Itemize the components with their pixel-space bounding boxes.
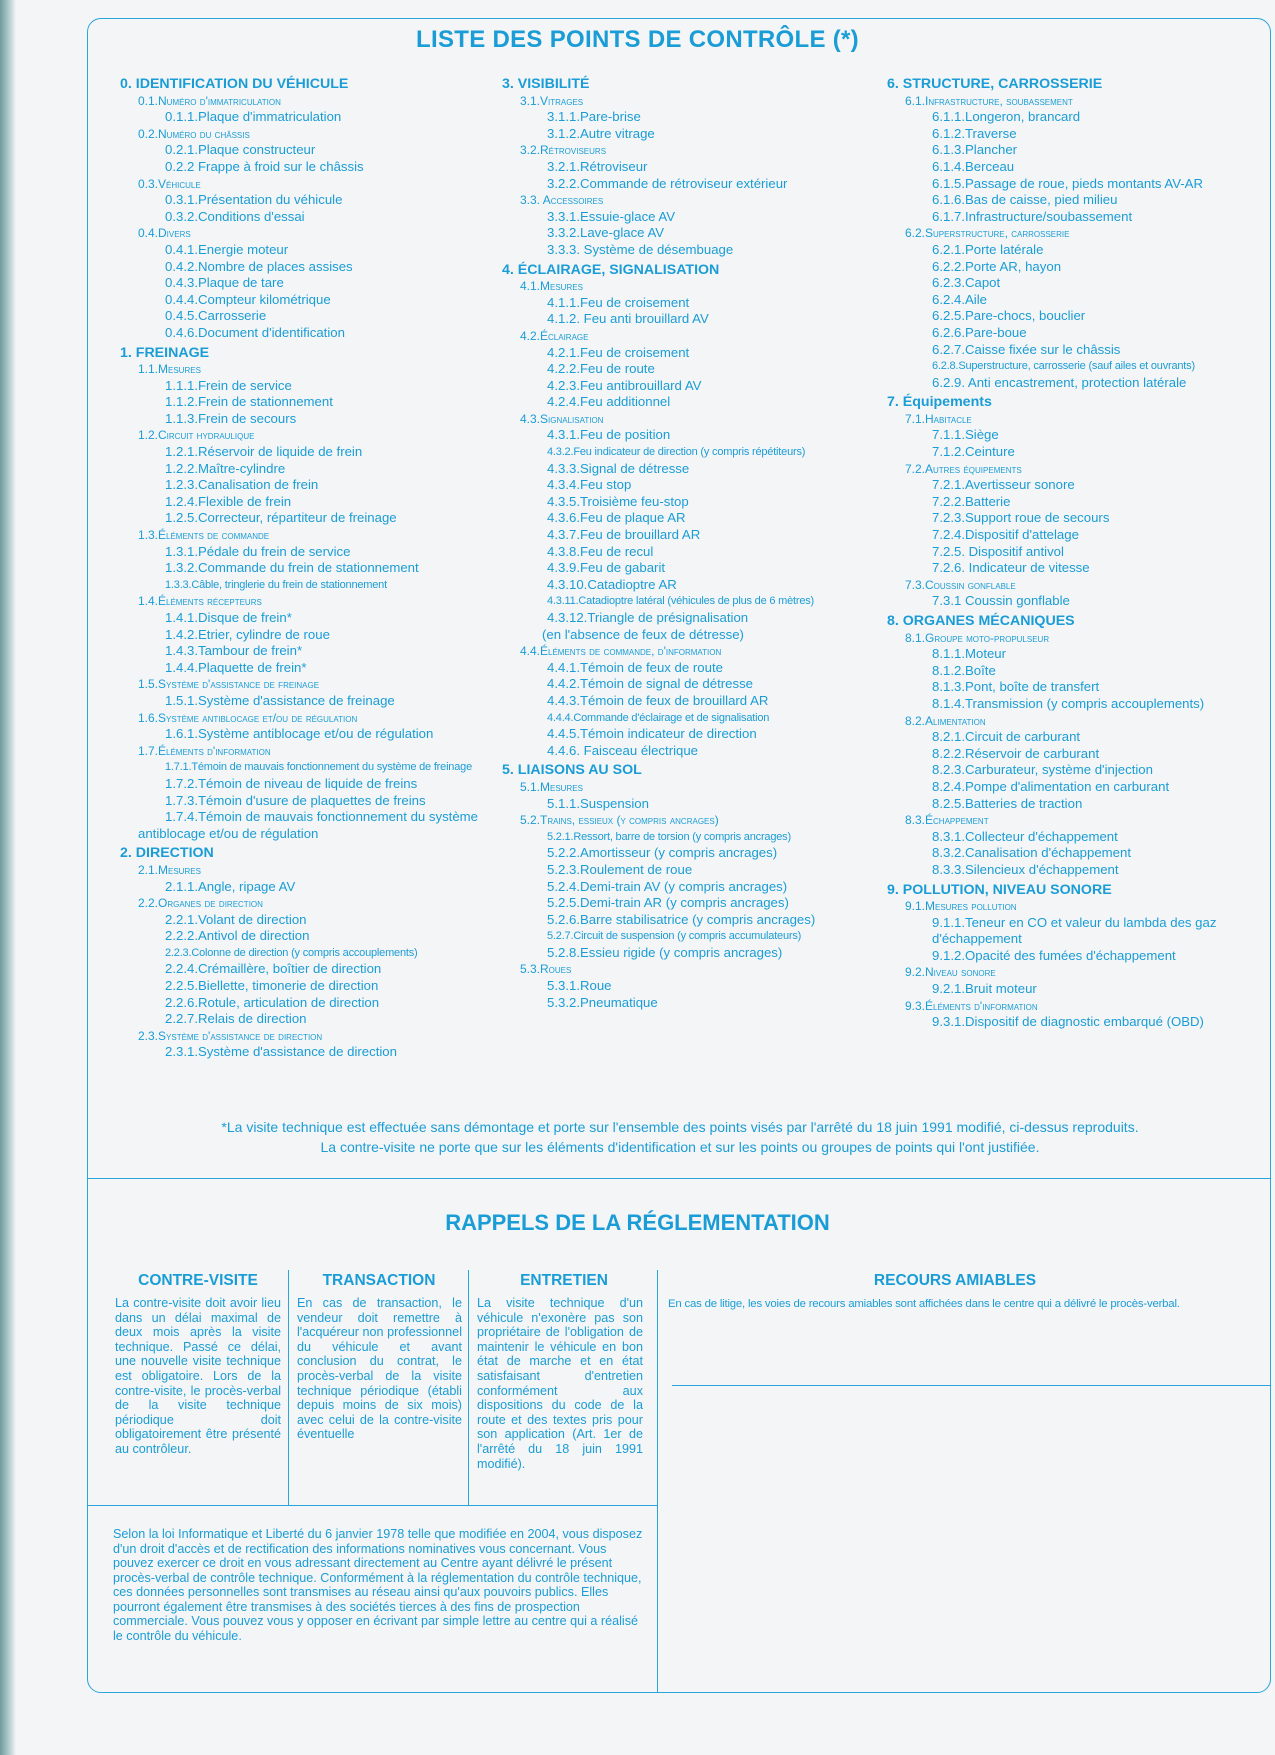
checklist-item: 1.3.2.Commande du frein de stationnement xyxy=(165,560,419,576)
subsection-label: 1.5.Système d'assistance de freinage xyxy=(138,677,320,692)
checklist-item: 1.5.1.Système d'assistance de freinage xyxy=(165,692,395,708)
checklist-item: 3.2.2.Commande de rétroviseur extérieur xyxy=(547,175,788,191)
checklist-item: 1.4.4.Plaquette de frein* xyxy=(165,659,307,675)
checklist-item: 4.3.2.Feu indicateur de direction (y compris répétiteurs) xyxy=(547,446,806,459)
checklist-item: 8.3.2.Canalisation d'échappement xyxy=(932,845,1132,861)
checklist-item: 0.4.1.Energie moteur xyxy=(165,241,289,257)
subsection-label: 7.3.Coussin gonflable xyxy=(905,577,1016,592)
section-heading: 6. STRUCTURE, CARROSSERIE xyxy=(887,76,1103,92)
checklist-item: 1.2.5.Correcteur, répartiteur de freinage xyxy=(165,510,397,526)
checklist-item: 0.1.1.Plaque d'immatriculation xyxy=(165,109,342,125)
section-heading: 1. FREINAGE xyxy=(120,344,210,361)
checklist-item: 2.2.3.Colonne de direction (y compris accouplements) xyxy=(165,946,418,959)
checklist-item: 2.2.7.Relais de direction xyxy=(165,1011,307,1027)
checklist-item: 6.1.1.Longeron, brancard xyxy=(932,109,1081,125)
checklist-column-3 xyxy=(887,76,1262,1031)
checklist-item: 1.4.3.Tambour de frein* xyxy=(165,643,303,659)
checklist-item: 4.2.3.Feu antibrouillard AV xyxy=(547,377,702,393)
checklist-item: 6.1.5.Passage de roue, pieds montants AV-AR xyxy=(932,175,1203,191)
checklist-item: 6.2.3.Capot xyxy=(932,275,1001,291)
section-heading: 4. ÉCLAIRAGE, SIGNALISATION xyxy=(502,261,720,278)
checklist-item: 8.2.4.Pompe d'alimentation en carburant xyxy=(932,778,1170,794)
checklist-item: 9.1.2.Opacité des fumées d'échappement xyxy=(932,947,1176,963)
recours-text: En cas de litige, les voies de recours amiables sont affichées dans le centre qui a délivré le procès-verbal. xyxy=(668,1298,1180,1310)
checklist-item: 1.2.2.Maître-cylindre xyxy=(165,460,286,476)
checklist-item: 9.1.1.Teneur en CO et valeur du lambda des gaz xyxy=(932,914,1217,930)
checklist-item: 1.1.1.Frein de service xyxy=(165,377,292,393)
subsection-label: 2.1.Mesures xyxy=(138,862,201,877)
checklist-item: 6.2.6.Pare-boue xyxy=(932,324,1027,340)
checklist-item: 0.4.3.Plaque de tare xyxy=(165,275,284,291)
checklist-item: 9.2.1.Bruit moteur xyxy=(932,981,1037,997)
checklist-item: 8.2.3.Carburateur, système d'injection xyxy=(932,762,1153,778)
subsection-label: 5.3.Roues xyxy=(520,962,572,977)
checklist-item: 1.2.1.Réservoir de liquide de frein xyxy=(165,444,363,460)
checklist-item: 2.2.1.Volant de direction xyxy=(165,911,307,927)
checklist-item: 1.7.3.Témoin d'usure de plaquettes de freins xyxy=(165,792,426,808)
checklist-item: 7.2.2.Batterie xyxy=(932,493,1011,509)
checklist-item: 5.2.2.Amortisseur (y compris ancrages) xyxy=(547,845,778,861)
checklist-item: 1.3.3.Câble, tringlerie du frein de stationnement xyxy=(165,578,387,591)
checklist-item: 2.1.1.Angle, ripage AV xyxy=(165,878,296,894)
checklist-item: 6.1.4.Berceau xyxy=(932,158,1015,174)
checklist-item: 4.4.4.Commande d'éclairage et de signalisation xyxy=(547,711,770,724)
subsection-label: 0.3.Véhicule xyxy=(138,176,201,191)
section-heading: 7. Équipements xyxy=(887,394,992,411)
checklist-item: 8.3.1.Collecteur d'échappement xyxy=(932,828,1118,844)
subsection-label: 9.1.Mesures pollution xyxy=(905,899,1017,914)
rappels-title: RAPPELS DE LA RÉGLEMENTATION xyxy=(445,1210,830,1235)
subsection-label: 5.1.Mesures xyxy=(520,779,583,794)
section-divider xyxy=(672,1385,1271,1386)
checklist-item: 0.4.2.Nombre de places assises xyxy=(165,258,353,274)
subsection-label: (en l'absence de feux de détresse) xyxy=(542,626,744,642)
checklist-item: 4.3.10.Catadioptre AR xyxy=(547,576,677,592)
checklist-item: 6.2.9. Anti encastrement, protection latérale xyxy=(932,374,1187,390)
recours-heading: RECOURS AMIABLES xyxy=(873,1272,1037,1289)
footnote-line-1: *La visite technique est effectuée sans démontage et porte sur l'ensemble des points visés par l'arrêté du 18 juin 1991 modifié, ci-dessus reproduits. xyxy=(221,1119,1139,1135)
column-divider xyxy=(657,1270,658,1693)
subsection-label: 1.6.Système antiblocage et/ou de régulation xyxy=(138,710,358,725)
checklist-item: 0.4.6.Document d'identification xyxy=(165,324,345,340)
checklist-item: 6.1.3.Plancher xyxy=(932,142,1018,158)
checklist-item: 1.3.1.Pédale du frein de service xyxy=(165,543,351,559)
section-heading: 2. DIRECTION xyxy=(120,845,214,862)
subsection-label: 6.1.Infrastructure, soubassement xyxy=(905,93,1073,108)
checklist-item: 5.2.6.Barre stabilisatrice (y compris ancrages) xyxy=(547,911,816,927)
checklist-item: 7.2.6. Indicateur de vitesse xyxy=(932,560,1090,576)
column-divider xyxy=(468,1270,469,1505)
checklist-item: 1.6.1.Système antiblocage et/ou de régulation xyxy=(165,726,434,742)
subsection-label: 0.2.Numéro du châssis xyxy=(138,126,250,141)
checklist-item: 9.3.1.Dispositif de diagnostic embarqué (OBD) xyxy=(932,1014,1204,1030)
subsection-label: 7.2.Autres équipements xyxy=(905,461,1022,476)
checklist-item: 7.3.1 Coussin gonflable xyxy=(932,593,1070,609)
informatique-liberte-text: Selon la loi Informatique et Liberté du 6 janvier 1978 telle que modifiée en 2004, vous disposez d'un droit d'accès et de rectification des informations nominatives vous concernant. Vous pouvez exercer ce droit en vous adressant directement au Centre ayant délivré le présent procès-verbal de contrôle technique. Conformément à la réglementation du contrôle technique, ces données personnelles sont transmises au réseau ainsi qu'aux pouvoirs publics. Elles pourront également être transmises à des sociétés tierces à des fins de prospection commerciale. Vous pouvez vous y opposer en écrivant par simple lettre au centre qui a réalisé le contrôle du véhicule. xyxy=(113,1527,643,1643)
checklist-item: 2.2.4.Crémaillère, boîtier de direction xyxy=(165,961,382,977)
checklist-item: 6.1.2.Traverse xyxy=(932,125,1017,141)
checklist-item: 4.3.11.Catadioptre latéral (véhicules de plus de 6 mètres) xyxy=(547,595,815,608)
checklist-item: 2.2.2.Antivol de direction xyxy=(165,928,310,944)
checklist-item: 8.1.2.Boîte xyxy=(932,662,996,678)
checklist-item: 4.3.3.Signal de détresse xyxy=(547,460,690,476)
checklist-item: 6.2.8.Superstructure, carrosserie (sauf ailes et ouvrants) xyxy=(932,360,1195,373)
checklist-item: 5.2.4.Demi-train AV (y compris ancrages) xyxy=(547,878,788,894)
checklist-item: 4.3.6.Feu de plaque AR xyxy=(547,510,686,526)
checklist-item: 8.2.2.Réservoir de carburant xyxy=(932,745,1100,761)
subsection-label: 8.2.Alimentation xyxy=(905,713,986,728)
checklist-item: 4.2.1.Feu de croisement xyxy=(547,344,690,360)
subsection-label: 9.3.Éléments d'information xyxy=(905,998,1038,1013)
checklist-item: 3.3.3. Système de désembuage xyxy=(547,241,734,257)
checklist-item: 7.2.3.Support roue de secours xyxy=(932,510,1110,526)
subsection-label: 6.2.Superstructure, carrosserie xyxy=(905,226,1070,241)
checklist-item: 3.3.2.Lave-glace AV xyxy=(547,225,665,241)
section-divider xyxy=(87,1505,658,1506)
subsection-label: 8.3.Échappement xyxy=(905,813,989,828)
subsection-label: 5.2.Trains, essieux (y compris ancrages) xyxy=(520,813,719,828)
checklist-item: 1.4.2.Etrier, cylindre de roue xyxy=(165,626,330,642)
section-heading: 8. ORGANES MÉCANIQUES xyxy=(887,613,1075,629)
column-divider xyxy=(288,1270,289,1505)
checklist-item: 3.3.1.Essuie-glace AV xyxy=(547,208,676,224)
checklist-column-2 xyxy=(502,76,872,1011)
checklist-item: 7.1.2.Ceinture xyxy=(932,444,1015,460)
checklist-item: 4.1.1.Feu de croisement xyxy=(547,294,690,310)
checklist-item: 5.2.5.Demi-train AR (y compris ancrages) xyxy=(547,895,789,911)
subsection-label: 1.7.Éléments d'information xyxy=(138,743,271,758)
subsection-label: 1.1.Mesures xyxy=(138,362,201,377)
subsection-label: 4.1.Mesures xyxy=(520,279,583,294)
checklist-item: 3.1.2.Autre vitrage xyxy=(547,125,655,141)
checklist-item: 5.2.7.Circuit de suspension (y compris accumulateurs) xyxy=(547,930,802,943)
section-heading: 3. VISIBILITÉ xyxy=(502,76,590,92)
checklist-item: 7.1.1.Siège xyxy=(932,427,999,443)
checklist-item: 6.2.4.Aile xyxy=(932,291,987,307)
checklist-item: 4.3.1.Feu de position xyxy=(547,427,671,443)
footnote-line-2: La contre-visite ne porte que sur les éléments d'identification et sur les points ou groupes de points qui l'ont justifiée. xyxy=(320,1139,1040,1155)
checklist-item: 5.2.3.Roulement de roue xyxy=(547,861,693,877)
subsection-label: 3.1.Vitrages xyxy=(520,93,584,108)
checklist-item: 8.1.4.Transmission (y compris accouplements) xyxy=(932,695,1205,711)
contre-visite-text: La contre-visite doit avoir lieu dans un délai maximal de deux mois après la visite technique. Passé ce délai, une nouvelle visite technique est obligatoire. Lors de la contre-visite, le procès-verbal de la visite technique périodique doit obligatoirement être présenté au contrôleur. xyxy=(115,1296,281,1456)
subsection-label: 2.3.Système d'assistance de direction xyxy=(138,1028,323,1043)
checklist-item: 2.3.1.Système d'assistance de direction xyxy=(165,1044,397,1060)
entretien-text: La visite technique d'un véhicule n'exonère pas son propriétaire de l'obligation de maintenir le véhicule en bon état de marche et en état satisfaisant d'entretien conformément aux dispositions du code de la route et des textes pris pour son application (Art. 1er de l'arrêté du 18 juin 1991 modifié). xyxy=(477,1296,643,1471)
checklist-item: 0.3.2.Conditions d'essai xyxy=(165,208,305,224)
subsection-label: 4.2.Éclairage xyxy=(520,328,589,343)
checklist-item: 4.3.8.Feu de recul xyxy=(547,543,654,559)
checklist-item: 4.4.1.Témoin de feux de route xyxy=(547,659,723,675)
checklist-item: 4.4.2.Témoin de signal de détresse xyxy=(547,676,753,692)
transaction-text: En cas de transaction, le vendeur doit remettre à l'acquéreur non professionnel du véhicule et avant conclusion du contrat, le procès-verbal de la visite technique périodique (établi depuis moins de six mois) avec celui de la contre-visite éventuelle xyxy=(297,1296,462,1442)
footnote xyxy=(90,1117,1270,1157)
checklist-item: 4.4.3.Témoin de feux de brouillard AR xyxy=(547,692,769,708)
checklist-item: 8.2.5.Batteries de traction xyxy=(932,795,1083,811)
checklist-item: 8.3.3.Silencieux d'échappement xyxy=(932,861,1119,877)
checklist-item: 6.1.6.Bas de caisse, pied milieu xyxy=(932,192,1118,208)
checklist-item: 6.2.5.Pare-chocs, bouclier xyxy=(932,308,1086,324)
checklist-item: 0.3.1.Présentation du véhicule xyxy=(165,192,343,208)
checklist-item: 4.1.2. Feu anti brouillard AV xyxy=(547,311,709,327)
checklist-item: 4.3.9.Feu de gabarit xyxy=(547,560,666,576)
checklist-item: 4.2.4.Feu additionnel xyxy=(547,394,671,410)
subsection-label: 4.3.Signalisation xyxy=(520,411,604,426)
checklist-item: 8.1.1.Moteur xyxy=(932,646,1007,662)
subsection-label: 3.3. Accessoires xyxy=(520,193,604,208)
checklist-item: 6.1.7.Infrastructure/soubassement xyxy=(932,208,1133,224)
subsection-label: 7.1.Habitacle xyxy=(905,411,972,426)
section-heading: 0. IDENTIFICATION DU VÉHICULE xyxy=(120,76,349,92)
checklist-item: 1.7.1.Témoin de mauvais fonctionnement du système de freinage xyxy=(165,761,472,774)
checklist-item: 3.2.1.Rétroviseur xyxy=(547,158,648,174)
checklist-item: 6.2.1.Porte latérale xyxy=(932,241,1044,257)
subsection-label: 1.2.Circuit hydraulique xyxy=(138,428,255,443)
checklist-item: 5.3.1.Roue xyxy=(547,978,612,994)
checklist-item: 7.2.5. Dispositif antivol xyxy=(932,543,1064,559)
subsection-label: 1.4.Éléments récepteurs xyxy=(138,594,262,609)
checklist-item: 1.2.3.Canalisation de frein xyxy=(165,477,319,493)
checklist-item: 1.7.4.Témoin de mauvais fonctionnement du système xyxy=(165,809,479,825)
checklist-item: 5.1.1.Suspension xyxy=(547,795,649,811)
subsection-label: 0.1.Numéro d'immatriculation xyxy=(138,93,281,108)
entretien-heading: ENTRETIEN xyxy=(520,1272,608,1289)
section-heading: 5. LIAISONS AU SOL xyxy=(502,762,642,779)
transaction-heading: TRANSACTION xyxy=(322,1272,436,1289)
checklist-item: 3.1.1.Pare-brise xyxy=(547,109,641,125)
scan-shadow-edge xyxy=(0,0,16,1755)
subsection-label: antiblocage et/ou de régulation xyxy=(138,825,319,841)
checklist-item: 7.2.1.Avertisseur sonore xyxy=(932,477,1075,493)
checklist-item: 1.1.3.Frein de secours xyxy=(165,410,297,426)
subsection-label: 2.2.Organes de direction xyxy=(138,896,263,911)
checklist-item: 0.4.5.Carrosserie xyxy=(165,308,267,324)
checklist-item: 4.2.2.Feu de route xyxy=(547,361,655,377)
subsection-label: 0.4.Divers xyxy=(138,226,191,241)
checklist-item: 4.3.4.Feu stop xyxy=(547,477,632,493)
checklist-item: 4.3.12.Triangle de présignalisation xyxy=(547,610,749,625)
contre-visite-heading: CONTRE-VISITE xyxy=(138,1272,258,1289)
checklist-item: d'échappement xyxy=(932,931,1022,947)
checklist-item: 8.2.1.Circuit de carburant xyxy=(932,729,1081,745)
checklist-item: 0.4.4.Compteur kilométrique xyxy=(165,291,331,307)
checklist-item: 2.2.6.Rotule, articulation de direction xyxy=(165,994,380,1010)
checklist-item: 5.2.8.Essieu rigide (y compris ancrages) xyxy=(547,944,783,960)
checklist-item: 1.7.2.Témoin de niveau de liquide de freins xyxy=(165,775,418,791)
checklist-column-1 xyxy=(120,76,480,1061)
checklist-item: 2.2.5.Biellette, timonerie de direction xyxy=(165,978,379,994)
subsection-label: 8.1.Groupe moto-propulseur xyxy=(905,630,1050,645)
checklist-item: 5.2.1.Ressort, barre de torsion (y compris ancrages) xyxy=(547,830,791,843)
checklist-item: 7.2.4.Dispositif d'attelage xyxy=(932,527,1079,543)
checklist-item: 0.2.2 Frappe à froid sur le châssis xyxy=(165,158,364,174)
checklist-item: 4.3.7.Feu de brouillard AR xyxy=(547,527,701,543)
checklist-item: 4.4.6. Faisceau électrique xyxy=(547,742,699,758)
checklist-item: 1.2.4.Flexible de frein xyxy=(165,493,292,509)
page-title: LISTE DES POINTS DE CONTRÔLE (*) xyxy=(416,26,859,53)
checklist-item: 8.1.3.Pont, boîte de transfert xyxy=(932,679,1100,695)
subsection-label: 9.2.Niveau sonore xyxy=(905,965,996,980)
subsection-label: 1.3.Éléments de commande xyxy=(138,528,270,543)
checklist-item: 5.3.2.Pneumatique xyxy=(547,994,658,1010)
checklist-item: 6.2.7.Caisse fixée sur le châssis xyxy=(932,341,1121,357)
checklist-item: 6.2.2.Porte AR, hayon xyxy=(932,258,1062,274)
checklist-item: 1.4.1.Disque de frein* xyxy=(165,610,292,625)
checklist-item: 4.4.5.Témoin indicateur de direction xyxy=(547,726,757,742)
subsection-label: 3.2.Rétroviseurs xyxy=(520,143,607,158)
section-divider xyxy=(87,1178,1271,1179)
section-heading: 9. POLLUTION, NIVEAU SONORE xyxy=(887,881,1112,898)
checklist-item: 4.3.5.Troisième feu-stop xyxy=(547,493,689,509)
checklist-item: 0.2.1.Plaque constructeur xyxy=(165,142,316,158)
checklist-item: 1.1.2.Frein de stationnement xyxy=(165,394,333,410)
subsection-label: 4.4.Éléments de commande, d'information xyxy=(520,644,722,659)
